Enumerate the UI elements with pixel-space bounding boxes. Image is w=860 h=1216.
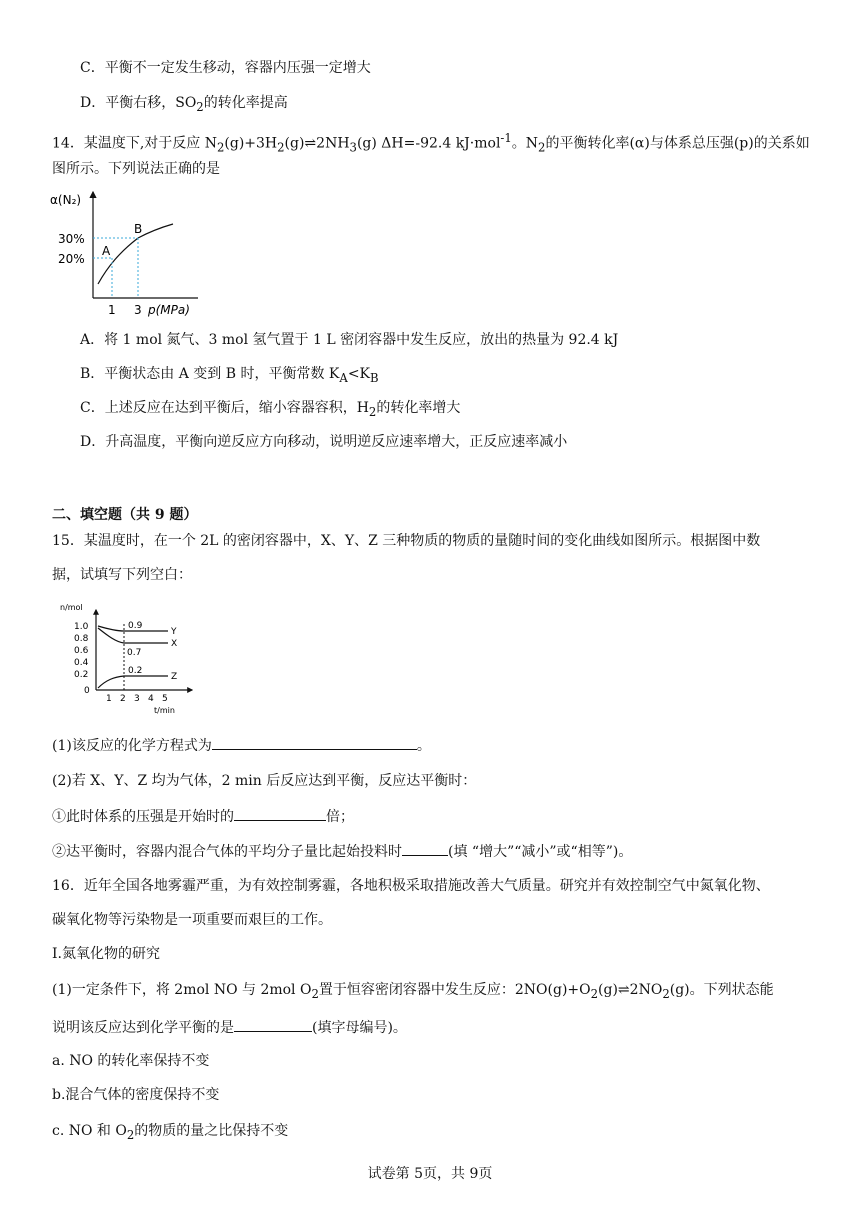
- q15-stem-line2: 据，试填写下列空白：: [52, 567, 192, 583]
- q14-ytick-20: 20%: [58, 252, 85, 266]
- q15-series-z-label: Z: [171, 672, 178, 682]
- q15-xtick-1: 1: [106, 694, 112, 704]
- q15-stem-line1: 15．某温度时，在一个 2L 的密闭容器中，X、Y、Z 三种物质的物质的量随时间的变化曲线如图所示。根据图中数: [52, 533, 761, 549]
- q15-series-y-label: Y: [171, 627, 177, 637]
- q15-part2: (2)若 X、Y、Z 均为气体，2 min 后反应达到平衡，反应达平衡时：: [52, 773, 477, 789]
- q15-part1: (1)该反应的化学方程式为 。: [52, 735, 431, 756]
- q15-series-z: [98, 676, 168, 688]
- q15-ytick-0: 0: [84, 686, 90, 696]
- q14-point-a-label: A: [102, 244, 111, 258]
- q16-option-a: a. NO 的转化率保持不变: [52, 1053, 210, 1069]
- q15-ytick-1-0: 1.0: [74, 622, 89, 632]
- q15-part2b-blank[interactable]: [402, 841, 448, 856]
- section-title: 二、填空题（共 9 题）: [52, 507, 198, 523]
- q14-y-label: α(N₂): [50, 193, 82, 207]
- q16-option-b: b.混合气体的密度保持不变: [52, 1087, 220, 1103]
- q15-ytick-0-8: 0.8: [74, 634, 89, 644]
- q15-part2a: ①此时体系的压强是开始时的 倍；: [52, 806, 354, 827]
- q15-part2a-blank[interactable]: [234, 806, 326, 821]
- q15-annotation-0-7: 0.7: [127, 648, 142, 658]
- q15-ytick-0-6: 0.6: [74, 646, 89, 656]
- q14-x-label: p(MPa): [148, 303, 190, 317]
- q13-option-c: C．平衡不一定发生移动，容器内压强一定增大: [80, 60, 371, 76]
- q16-part1-line2: 说明该反应达到化学平衡的是 (填字母编号)。: [52, 1017, 407, 1038]
- q15-part2b: ②达平衡时，容器内混合气体的平均分子量比起始投料时 (填 “增大”“减小”或“相等”)。: [52, 841, 632, 862]
- q14-option-b: B．平衡状态由 A 变到 B 时，平衡常数 $K_A<K_B$: [80, 366, 379, 385]
- q16-part1-blank[interactable]: [234, 1017, 312, 1032]
- q15-xtick-4: 4: [148, 694, 154, 704]
- q14-xtick-1: 1: [108, 303, 116, 317]
- q15-x-label: t/min: [154, 706, 175, 715]
- q15-ytick-0-4: 0.4: [74, 658, 89, 668]
- q15-y-label: n/mol: [60, 603, 83, 612]
- q14-stem-line1: 14．某温度下,对于反应 $N_2(g)+3H_2(g)\rightleftharpoons 2NH_3(g)$ ΔH=-92.4 kJ·mol$^{-1}$。$N_2$的平衡转化率(α)与体系总压强(p)的关系如: [52, 131, 810, 155]
- q14-option-d: D．升高温度，平衡向逆反应方向移动，说明逆反应速率增大，正反应速率减小: [80, 434, 568, 450]
- q15-xtick-2: 2: [120, 694, 126, 704]
- q15-ytick-0-2: 0.2: [74, 670, 89, 680]
- q13-option-d: D．平衡右移，$SO_2$的转化率提高: [80, 95, 288, 114]
- q15-xtick-3: 3: [134, 694, 140, 704]
- q16-part1-line1: (1)一定条件下，将 2mol NO 与 2mol $O_2$置于恒容密闭容器中发生反应：$2NO(g)+O_2(g)\rightleftharpoons 2NO_2(g)$。下列状态能: [52, 982, 774, 1001]
- q14-stem-line2: 图所示。下列说法正确的是: [52, 161, 220, 177]
- q14-point-b-label: B: [134, 222, 143, 236]
- q14-option-c: C．上述反应在达到平衡后，缩小容器容积，$H_2$的转化率增大: [80, 400, 461, 419]
- q16-stem-line1: 16．近年全国各地雾霾严重，为有效控制雾霾，各地积极采取措施改善大气质量。研究并有效控制空气中氮氧化物、: [52, 878, 770, 894]
- q14-ytick-30: 30%: [58, 232, 85, 246]
- q15-annotation-0-9: 0.9: [128, 621, 143, 631]
- page-footer: 试卷第 5页，共 9页: [367, 1166, 493, 1182]
- q15-part1-blank[interactable]: [212, 735, 417, 750]
- q14-chart: [48, 186, 208, 320]
- q16-part-title: I.氮氧化物的研究: [52, 946, 160, 962]
- q15-annotation-0-2: 0.2: [128, 666, 143, 676]
- q15-xtick-5: 5: [162, 694, 168, 704]
- q14-xtick-3: 3: [134, 303, 142, 317]
- q15-series-x-label: X: [171, 639, 178, 649]
- q16-stem-line2: 碳氧化物等污染物是一项重要而艰巨的工作。: [52, 912, 332, 928]
- q15-chart: [56, 600, 196, 718]
- q14-option-a: A．将 1 mol 氮气、3 mol 氢气置于 1 L 密闭容器中发生反应，放出的热量为 92.4 kJ: [80, 332, 619, 348]
- q16-option-c: c. NO 和 $O_2$的物质的量之比保持不变: [52, 1123, 289, 1142]
